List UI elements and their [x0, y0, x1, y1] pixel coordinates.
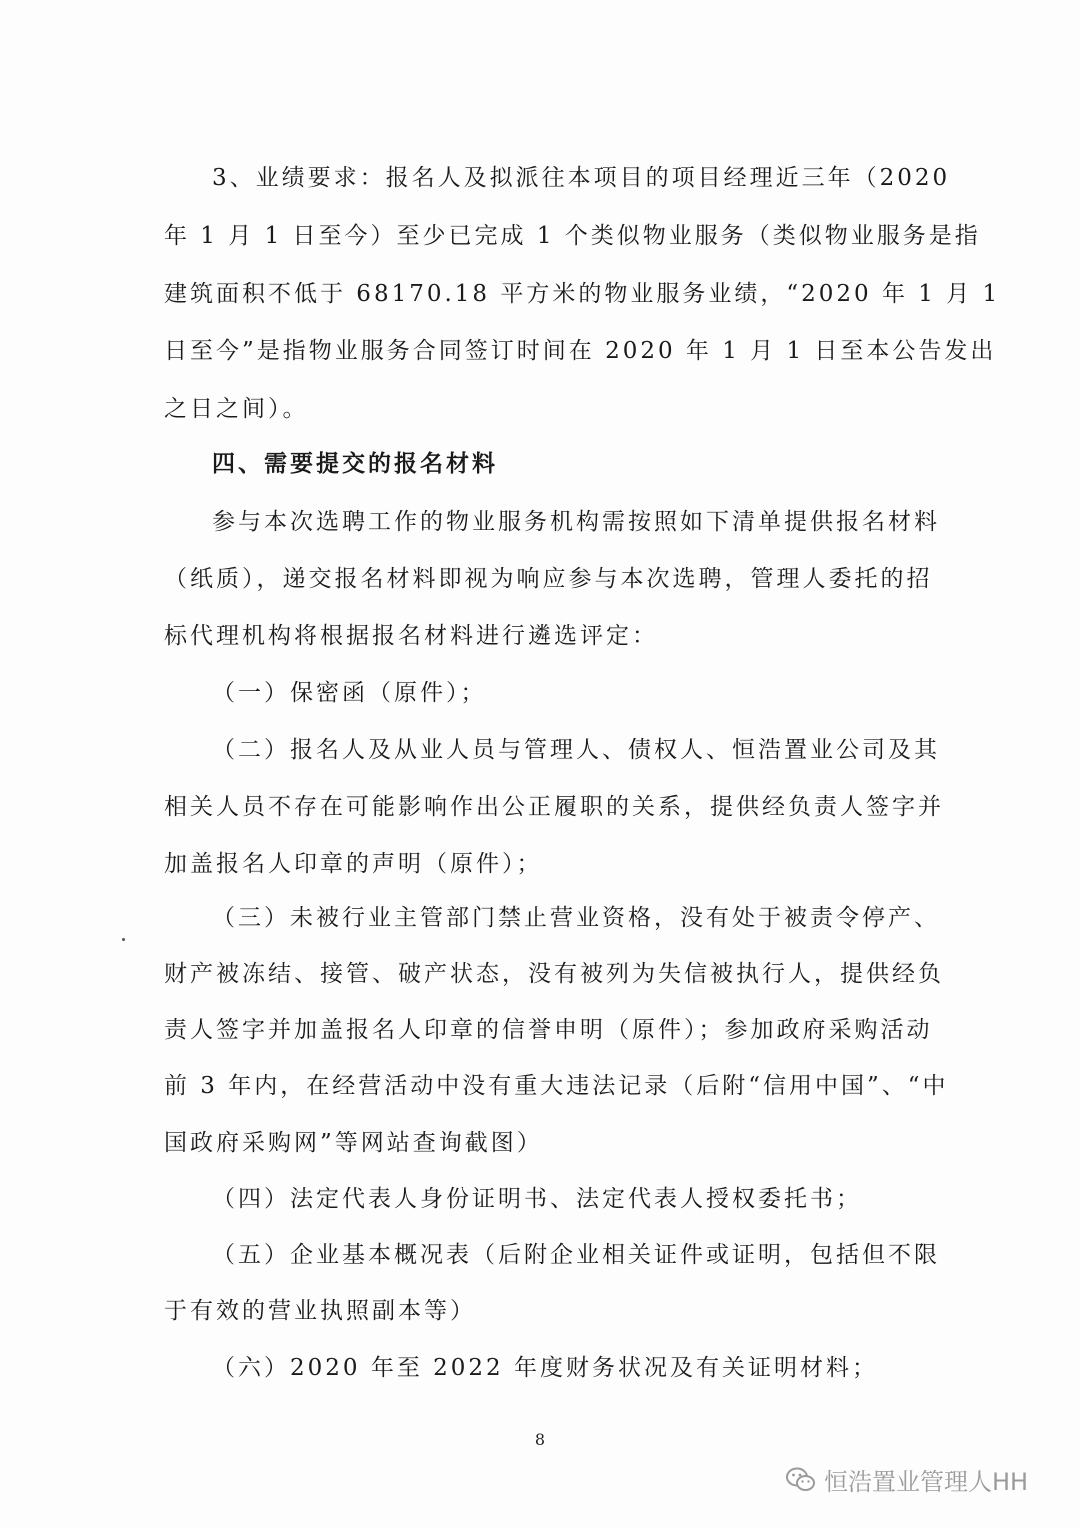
list-item: （六）2020 年至 2022 年度财务状况及有关证明材料；: [212, 1355, 878, 1381]
text-line: 参与本次选聘工作的物业服务机构需按照如下清单提供报名材料: [212, 509, 940, 535]
text-line: 国政府采购网”等网站查询截图）: [164, 1130, 543, 1156]
text-line: 前 3 年内，在经营活动中没有重大违法记录（后附“信用中国”、“中: [164, 1073, 949, 1099]
text-line: （纸质），递交报名材料即视为响应参与本次选聘，管理人委托的招: [164, 566, 933, 592]
text-line: 建筑面积不低于 68170.18 平方米的物业服务业绩，“2020 年 1 月 1: [164, 281, 1001, 307]
text-line: 之日之间）。: [164, 396, 309, 422]
text-line: 责人签字并加盖报名人印章的信誉申明（原件）；参加政府采购活动: [164, 1017, 933, 1043]
wechat-icon: [786, 1467, 816, 1493]
list-item: （四）法定代表人身份证明书、法定代表人授权委托书；: [212, 1186, 862, 1212]
text-line: 相关人员不存在可能影响作出公正履职的关系，提供经负责人签字并: [164, 794, 944, 820]
list-item: （五）企业基本概况表（后附企业相关证件或证明，包括但不限: [212, 1242, 940, 1268]
text-line: 3、业绩要求：报名人及拟派往本项目的项目经理近三年（2020: [212, 165, 951, 191]
section-heading: 四、需要提交的报名材料: [212, 450, 498, 477]
page-number: 8: [534, 1430, 546, 1449]
list-item: （三）未被行业主管部门禁止营业资格，没有处于被责令停产、: [212, 905, 940, 931]
list-item: （一）保密函（原件）；: [212, 680, 487, 706]
watermark: [786, 1462, 1028, 1497]
text-line: 年 1 月 1 日至今）至少已完成 1 个类似物业服务（类似物业服务是指: [164, 223, 981, 249]
scan-speck: [122, 938, 125, 941]
text-line: 加盖报名人印章的声明（原件）；: [164, 851, 543, 877]
list-item: （二）报名人及从业人员与管理人、债权人、恒浩置业公司及其: [212, 737, 940, 763]
text-line: 财产被冻结、接管、破产状态，没有被列为失信被执行人，提供经负: [164, 961, 944, 987]
text-line: 日至今”是指物业服务合同签订时间在 2020 年 1 月 1 日至本公告发出: [164, 338, 997, 364]
text-line: 标代理机构将根据报名材料进行遴选评定：: [164, 623, 658, 649]
text-line: 于有效的营业执照副本等）: [164, 1298, 476, 1324]
watermark-text: 恒浩置业管理人HH: [824, 1468, 1029, 1496]
